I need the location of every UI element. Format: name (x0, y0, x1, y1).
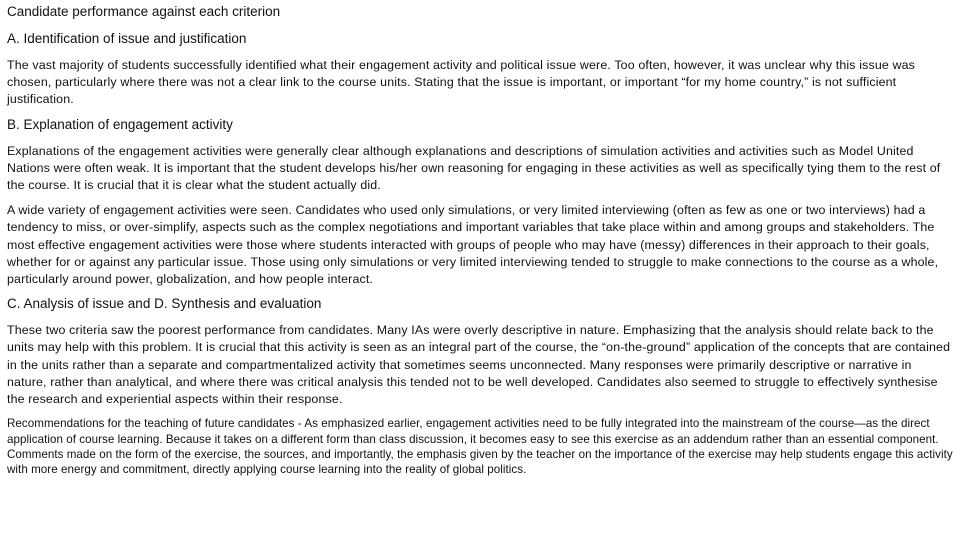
document-title: Candidate performance against each criterion (7, 4, 281, 19)
section-b-paragraph-1: Explanations of the engagement activities were generally clear although explanations and descriptions of simulation activities and activities such as Model United Nations were often weak. It is important that the student develops his/her own reasoning for engaging in these activities as well as specifically tying them to the rest of the course. It is crucial that it is clear what the student actually did. (7, 143, 941, 193)
section-a-paragraph: The vast majority of students successfully identified what their engagement activity and political issue were. Too often, however, it was unclear why this issue was chosen, particularly where there was not a clear link to the course units. Stating that the issue is important, or important “for my home country,” is not sufficient justification. (7, 58, 915, 107)
section-b-paragraph-2: A wide variety of engagement activities were seen. Candidates who used only simulations, or very limited interviewing (often as few as one or two interviews) had a tendency to miss, or over-simplify, aspects such as the complex negotiations and important variables that take place within and among groups and stakeholders. The most effective engagement activities were those where students interacted with groups of people who may have (messy) differences in their approach to their goals, whether for or against any particular issue. Those using only simulations or very limited interviewing tended to struggle to make connections to the course as a whole, particularly around power, globalization, and how people interact. (7, 203, 939, 287)
section-cd-paragraph: These two criteria saw the poorest performance from candidates. Many IAs were overly descriptive in nature. Emphasizing that the analysis should relate back to the units may help with this problem. It is crucial that this activity is seen as an integral part of the course, the “on-the-ground” application of the concepts that are contained in the units rather than a separate and compartmentalized activity that sometimes seems unconnected. Many responses were primarily descriptive or narrative in nature, rather than analytical, and where there was critical analysis this tended not to be well developed. Candidates also seemed to struggle to effectively synthesise the research and experiential aspects within their response. (7, 323, 951, 407)
document-page (7, 4, 953, 477)
section-a-heading: A. Identification of issue and justification (7, 31, 247, 46)
recommendations-paragraph: Recommendations for the teaching of future candidates - As emphasized earlier, engagement activities need to be fully integrated into the mainstream of the course—as the direct application of course learning. Because it takes on a different form than class discussion, it becomes easy to see this exercise as an addendum rather than an essential component. Comments made on the form of the exercise, the sources, and importantly, the emphasis given by the teacher on the importance of the exercise may help students engage this activity with more energy and commitment, directly applying course learning into the reality of global politics. (7, 417, 953, 477)
section-cd-heading: C. Analysis of issue and D. Synthesis and evaluation (7, 296, 322, 312)
section-b-heading: B. Explanation of engagement activity (7, 116, 233, 132)
